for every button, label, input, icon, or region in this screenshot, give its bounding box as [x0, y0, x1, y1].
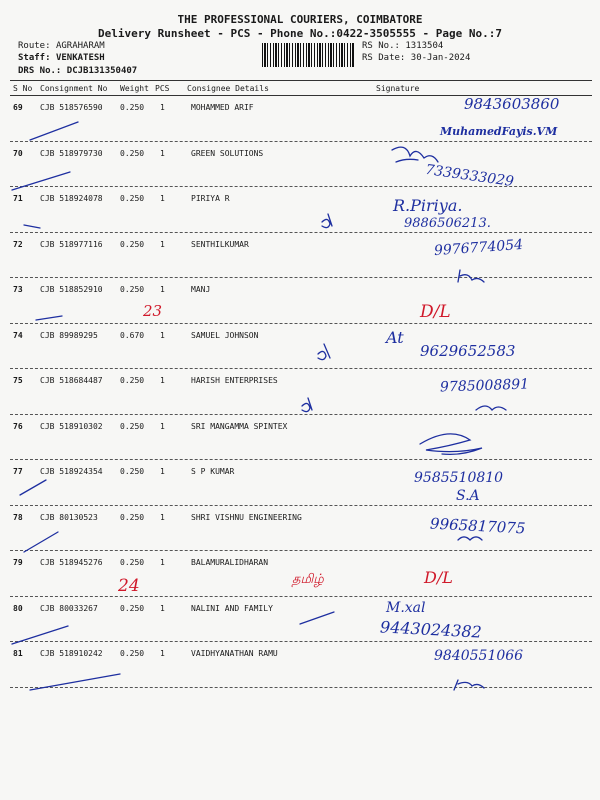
row-consignee: SHRI VISHNU ENGINEERING: [191, 512, 302, 522]
tick-mark: [300, 612, 334, 624]
row-consignment-no: CJB 89989295: [40, 330, 98, 340]
hw-r77-phone: 9585510810: [414, 470, 504, 486]
route-value: AGRAHARAM: [55, 41, 105, 51]
route-label: Route:: [18, 41, 51, 51]
hw-r69-name: MuhamedFayis.VM: [440, 125, 558, 138]
row-consignee: SAMUEL JOHNSON: [191, 330, 259, 340]
row-weight: 0.250: [120, 285, 145, 294]
row-consignment-no: CJB 518910302: [40, 421, 103, 431]
tick-mark: [36, 316, 62, 320]
row-weight: 0.670: [120, 330, 145, 340]
row-consignment-no: CJB 80130523: [40, 512, 98, 522]
row-consignee: SENTHILKUMAR: [191, 239, 249, 249]
runsheet-title: THE PROFESSIONAL COURIERS, COIMBATORE: [177, 13, 423, 26]
hw-r79-tamil: தமிழ்: [292, 572, 324, 587]
signature-scrawl: [458, 270, 484, 282]
row-consignee: S P KUMAR: [191, 467, 235, 476]
row-pcs: 1: [160, 467, 165, 476]
signature-scrawl: [454, 680, 484, 690]
row-sno: 74: [13, 330, 23, 340]
hw-r71-name: R.Piriya.: [393, 196, 463, 215]
runsheet-subtitle: Delivery Runsheet - PCS - Phone No.:0422-3505555 - Page No.:7: [98, 27, 502, 40]
row-consignee: NALINI AND FAMILY: [191, 603, 273, 613]
row-consignment-no: CJB 518852910: [40, 285, 103, 294]
col-consignment: Consignment No: [40, 84, 108, 93]
row-weight: 0.250: [120, 421, 145, 431]
hw-r71-phone: 9886506213.: [404, 216, 491, 231]
row-consignee: PIRIYA R: [191, 194, 230, 203]
row-weight: 0.250: [120, 376, 145, 385]
row-consignment-no: CJB 80033267: [40, 603, 98, 613]
row-pcs: 1: [160, 330, 165, 340]
row-pcs: 1: [160, 103, 165, 112]
signature-scrawl: [458, 537, 482, 540]
row-pcs: 1: [160, 285, 165, 294]
row-pcs: 1: [160, 603, 165, 613]
row-pcs: 1: [160, 148, 165, 158]
row-sno: 77: [13, 467, 23, 476]
row-weight: 0.250: [120, 558, 145, 567]
row-consignment-no: CJB 518977116: [40, 239, 103, 249]
rs-date-value: 30-Jan-2024: [410, 53, 471, 63]
row-weight: 0.250: [120, 103, 145, 112]
row-consignment-no: CJB 518910242: [40, 649, 103, 658]
row-sno: 69: [13, 103, 23, 112]
hw-r80-sig: M.xal: [386, 600, 426, 616]
col-pcs: PCS: [155, 84, 170, 93]
tick-mark: [24, 225, 40, 228]
hw-r72-phone: 9976774054: [433, 236, 524, 260]
col-consignee: Consignee Details: [187, 84, 269, 93]
row-pcs: 1: [160, 239, 165, 249]
tick-mark: [20, 480, 46, 495]
rs-no-label: RS No.:: [362, 41, 400, 51]
row-sno: 71: [13, 194, 23, 203]
rs-no-value: 1313504: [405, 41, 444, 51]
row-consignment-no: CJB 518924354: [40, 467, 103, 476]
signature-scrawl: [420, 434, 482, 455]
row-sno: 81: [13, 649, 23, 658]
row-sno: 76: [13, 421, 23, 431]
row-pcs: 1: [160, 376, 165, 385]
row-consignment-no: CJB 518924078: [40, 194, 103, 203]
col-weight: Weight: [120, 84, 149, 93]
row-weight: 0.250: [120, 649, 145, 658]
hw-r75-phone: 9785008891: [439, 376, 530, 396]
row-pcs: 1: [160, 558, 165, 567]
row-sno: 79: [13, 558, 23, 567]
row-weight: 0.250: [120, 194, 145, 203]
hw-r80-phone: 9443024382: [379, 617, 483, 642]
row-sno: 78: [13, 512, 23, 522]
row-sno: 70: [13, 148, 23, 158]
signature-scrawl: [476, 406, 506, 410]
hw-r79-count: 24: [118, 576, 140, 596]
row-weight: 0.250: [120, 512, 145, 522]
row-sno: 73: [13, 285, 23, 294]
row-pcs: 1: [160, 649, 165, 658]
row-weight: 0.250: [120, 467, 145, 476]
hw-r77-sig: S.A: [456, 488, 480, 504]
row-consignee: SRI MANGAMMA SPINTEX: [191, 421, 288, 431]
staff-label: Staff:: [18, 53, 51, 63]
hw-r74-sig: At: [386, 328, 404, 347]
delivered-mark: [318, 344, 330, 360]
row-pcs: 1: [160, 421, 165, 431]
row-consignee: MANJ: [191, 285, 211, 294]
hw-r81-phone: 9840551066: [434, 648, 524, 664]
row-sno: 72: [13, 239, 23, 249]
hw-r79-dl: D/L: [424, 568, 453, 587]
tick-mark: [12, 626, 68, 644]
row-consignment-no: CJB 518945276: [40, 558, 103, 567]
tick-mark: [12, 172, 70, 190]
hw-r69-phone: 9843603860: [464, 95, 560, 113]
staff-value: VENKATESH: [55, 53, 105, 63]
signature-scrawl: [392, 147, 438, 162]
drs-label: DRS No.:: [18, 66, 62, 76]
row-weight: 0.250: [120, 148, 145, 158]
hw-r70-phone: 7339333029: [424, 161, 515, 191]
hw-r78-phone: 9965817075: [429, 514, 526, 538]
row-sno: 75: [13, 376, 23, 385]
row-pcs: 1: [160, 512, 165, 522]
hw-r74-phone: 9629652583: [420, 342, 516, 360]
row-consignee: BALAMURALIDHARAN: [191, 558, 269, 567]
row-weight: 0.250: [120, 603, 145, 613]
hw-r73-count: 23: [143, 302, 163, 320]
tick-mark: [24, 532, 58, 552]
row-consignee: HARISH ENTERPRISES: [191, 376, 278, 385]
row-consignment-no: CJB 518684487: [40, 376, 103, 385]
drs-value: DCJB131350407: [66, 66, 138, 76]
row-consignee: VAIDHYANATHAN RAMU: [191, 649, 278, 658]
row-consignment-no: CJB 518576590: [40, 103, 103, 112]
row-weight: 0.250: [120, 239, 145, 249]
tick-mark: [30, 674, 120, 690]
hw-r73-dl: D/L: [420, 302, 451, 322]
delivered-mark: [322, 214, 332, 228]
row-sno: 80: [13, 603, 23, 613]
rs-date-label: RS Date:: [362, 53, 406, 63]
col-signature: Signature: [376, 84, 420, 93]
row-consignee: GREEN SOLUTIONS: [191, 148, 264, 158]
row-consignment-no: CJB 518979730: [40, 148, 103, 158]
tick-mark: [30, 122, 78, 140]
row-pcs: 1: [160, 194, 165, 203]
delivered-mark: [302, 398, 312, 412]
row-consignee: MOHAMMED ARIF: [191, 103, 254, 112]
col-sno: S No: [13, 84, 33, 93]
